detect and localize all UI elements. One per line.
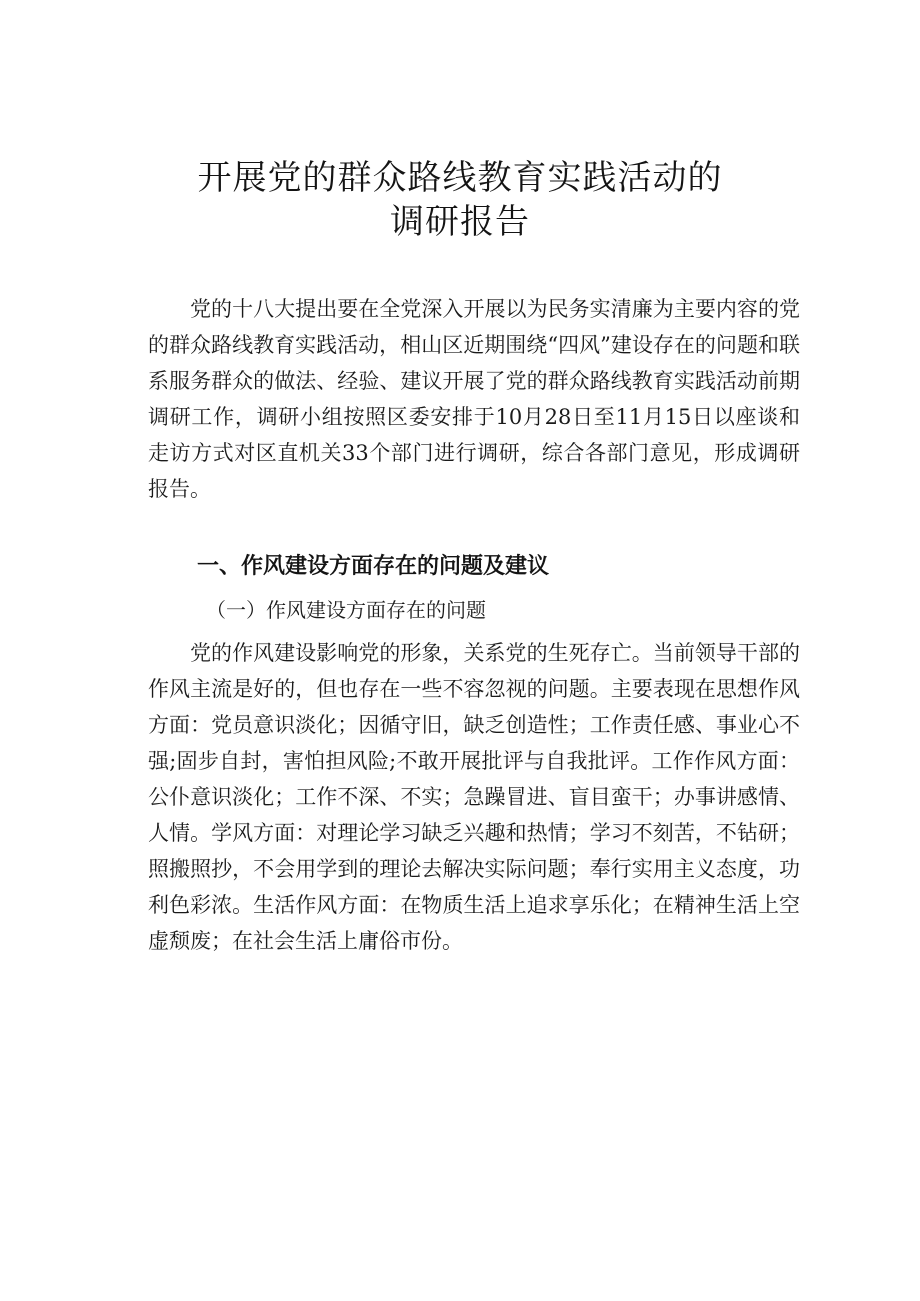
document-title-line-1: 开展党的群众路线教育实践活动的 (197, 158, 723, 198)
section-heading: 一、作风建设方面存在的问题及建议 (197, 554, 550, 579)
intro-paragraph: 党的十八大提出要在全党深入开展以为民务实清廉为主要内容的党的群众路线教育实践活动，相山区近期围绕“四风”建设存在的问题和联系服务群众的做法、经验、建议开展了党的群众路线教育实践活动前期调研工作，调研小组按照区委安排于10月28日至11月15日以座谈和走访方式对区直机关33个部门进行调研，综合各部门意见，形成调研报告。 (148, 297, 800, 501)
subsection-heading: （一）作风建设方面存在的问题 (206, 598, 486, 622)
section-paragraph: 党的作风建设影响党的形象，关系党的生死存亡。当前领导干部的作风主流是好的，但也存在一些不容忽视的问题。主要表现在思想作风方面：党员意识淡化；因循守旧，缺乏创造性；工作责任感、事业心不强;固步自封，害怕担风险;不敢开展批评与自我批评。工作作风方面：公仆意识淡化；工作不深、不实；急躁冒进、盲目蛮干；办事讲感情、人情。学风方面：对理论学习缺乏兴趣和热情；学习不刻苦，不钻研；照搬照抄，不会用学到的理论去解决实际问题；奉行实用主义态度，功利色彩浓。生活作风方面：在物质生活上追求享乐化；在精神生活上空虚颓废；在社会生活上庸俗市份。 (148, 641, 800, 953)
document-title-line-2: 调研报告 (390, 202, 530, 242)
